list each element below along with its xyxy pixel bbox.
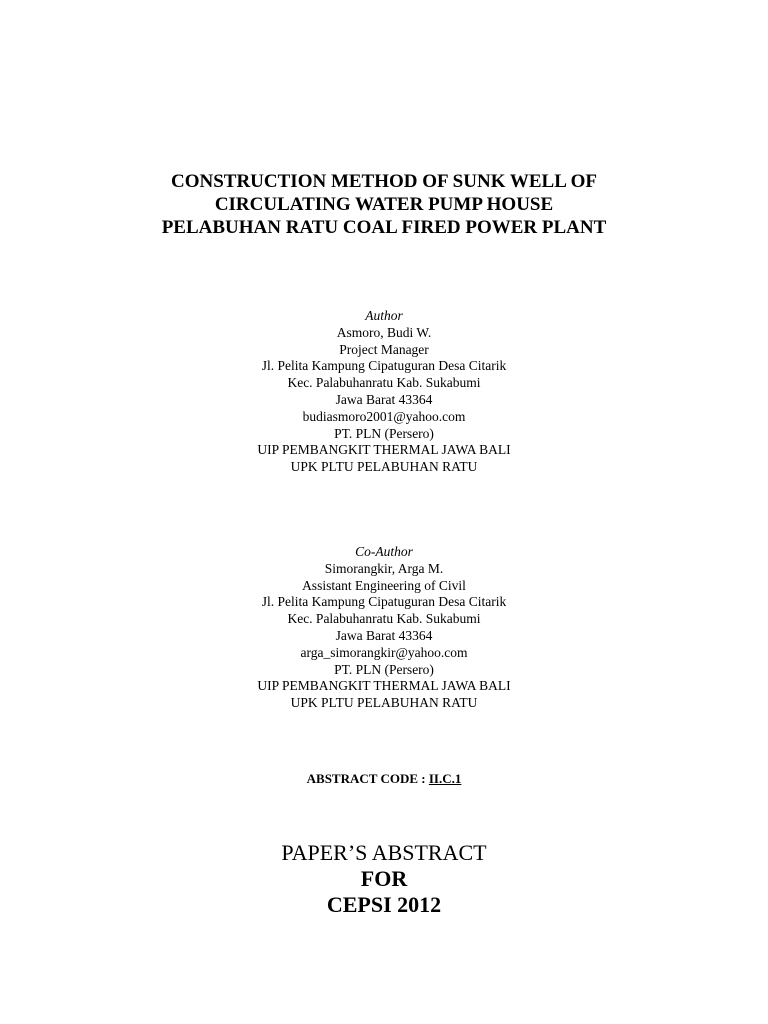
coauthor-org-line-2: UIP PEMBANGKIT THERMAL JAWA BALI: [257, 678, 511, 694]
coauthor-role-label: Co-Author: [355, 544, 413, 559]
author-role-label: Author: [365, 308, 403, 323]
coauthor-org-line-3: UPK PLTU PELABUHAN RATU: [290, 695, 478, 711]
coauthor-name: Simorangkir, Arga M.: [324, 560, 444, 576]
abstract-code: [0, 771, 768, 787]
paper-abstract-line-2: FOR: [360, 866, 408, 891]
author-address-line-3: Jawa Barat 43364: [335, 391, 433, 407]
author-org-line-2: UIP PEMBANGKIT THERMAL JAWA BALI: [257, 442, 511, 458]
author-name: Asmoro, Budi W.: [336, 324, 432, 340]
coauthor-email: arga_simorangkir@yahoo.com: [300, 644, 468, 660]
coauthor-address-line-2: Kec. Palabuhanratu Kab. Sukabumi: [287, 611, 481, 627]
paper-abstract-heading: [0, 840, 768, 918]
author-position: Project Manager: [339, 341, 429, 357]
abstract-code-label: ABSTRACT CODE :: [306, 771, 429, 786]
coauthor-address-line-3: Jawa Barat 43364: [335, 627, 433, 643]
author-address-line-2: Kec. Palabuhanratu Kab. Sukabumi: [287, 375, 481, 391]
paper-title: [0, 170, 768, 239]
coauthor-org-line-1: PT. PLN (Persero): [334, 661, 434, 677]
author-address-line-1: Jl. Pelita Kampung Cipatuguran Desa Citarik: [261, 358, 507, 374]
coauthor-position: Assistant Engineering of Civil: [302, 577, 466, 593]
paper-abstract-line-1: PAPER’S ABSTRACT: [281, 840, 487, 865]
coauthor-address-line-1: Jl. Pelita Kampung Cipatuguran Desa Citarik: [261, 594, 507, 610]
title-line-2: CIRCULATING WATER PUMP HOUSE: [214, 194, 554, 215]
paper-abstract-line-3: CEPSI 2012: [326, 892, 442, 917]
author-org-line-1: PT. PLN (Persero): [334, 425, 434, 441]
title-line-1: CONSTRUCTION METHOD OF SUNK WELL OF: [171, 171, 597, 192]
abstract-code-value: II.C.1: [428, 771, 462, 786]
title-line-3: PELABUHAN RATU COAL FIRED POWER PLANT: [161, 217, 607, 238]
author-email: budiasmoro2001@yahoo.com: [302, 408, 466, 424]
author-org-line-3: UPK PLTU PELABUHAN RATU: [290, 459, 478, 475]
coauthor-block: [0, 544, 768, 712]
author-block: [0, 308, 768, 476]
